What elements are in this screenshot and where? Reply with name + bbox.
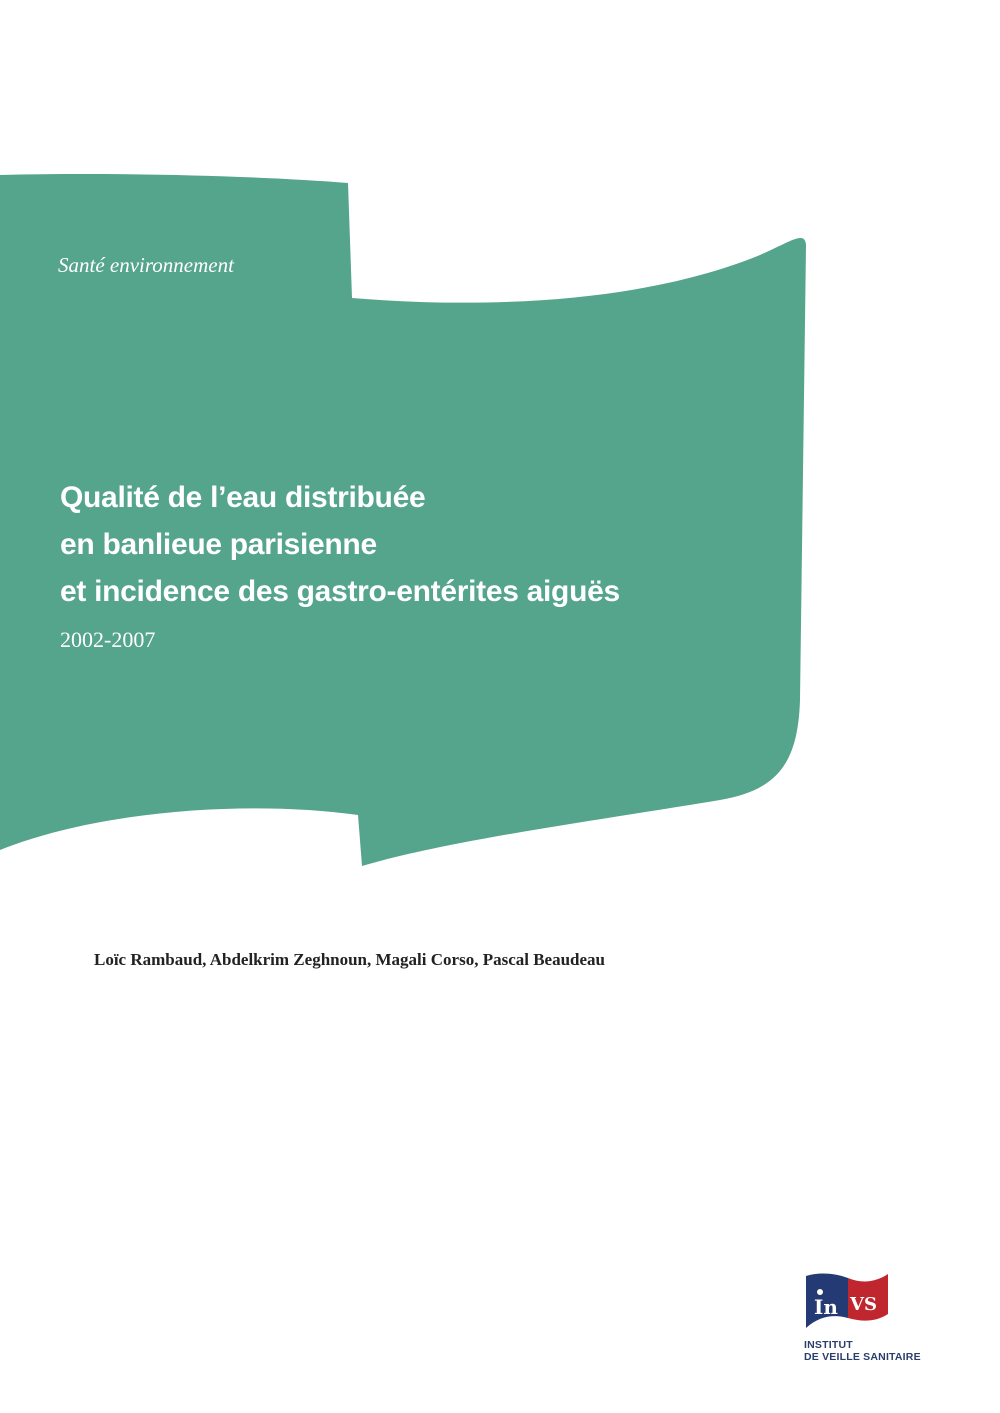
logo-line-1: INSTITUT bbox=[804, 1339, 853, 1351]
logo-line-2: DE VEILLE SANITAIRE bbox=[804, 1351, 921, 1363]
title-line: et incidence des gastro-entérites aiguës bbox=[60, 575, 620, 608]
invs-flag-icon bbox=[804, 1270, 890, 1332]
authors: Loïc Rambaud, Abdelkrim Zeghnoun, Magali Corso, Pascal Beaudeau bbox=[94, 950, 606, 969]
title-line: en banlieue parisienne bbox=[60, 528, 377, 561]
series-label: Santé environnement bbox=[58, 253, 234, 277]
invs-logo bbox=[804, 1270, 944, 1363]
period: 2002-2007 bbox=[60, 627, 156, 652]
document-title bbox=[60, 474, 620, 615]
svg-text:VS: VS bbox=[850, 1294, 877, 1315]
title-line: Qualité de l’eau distribuée bbox=[60, 481, 426, 514]
svg-text:In: In bbox=[814, 1295, 838, 1319]
